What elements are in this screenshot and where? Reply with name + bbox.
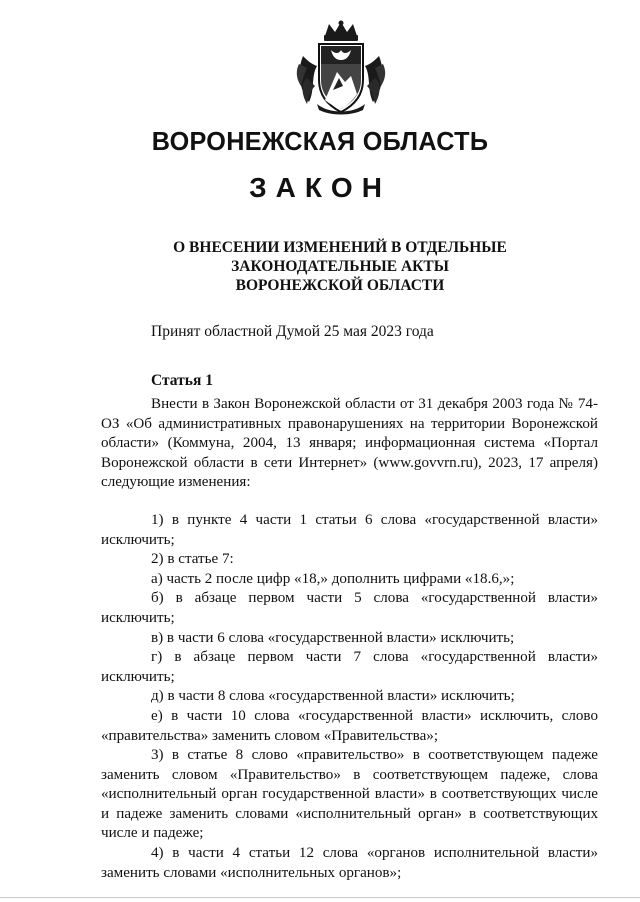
list-item: а) часть 2 после цифр «18,» дополнить цифрами «18.6,»;	[151, 570, 515, 587]
coat-of-arms-emblem-icon	[295, 20, 387, 116]
article-body	[101, 395, 598, 883]
page-edge-divider	[0, 897, 640, 898]
list-item: г) в абзаце первом части 7 слова «государственной власти» исключить;	[101, 649, 598, 685]
list-item: в) в части 6 слова «государственной власти» исключить;	[151, 629, 515, 646]
list-item: 4) в части 4 статьи 12 слова «органов исполнительной власти» заменить словами «исполнительных органов»;	[101, 845, 598, 881]
adoption-date: Принят областной Думой 25 мая 2023 года	[151, 323, 434, 340]
law-title-line: ЗАКОНОДАТЕЛЬНЫЕ АКТЫ	[231, 258, 449, 275]
list-item: е) в части 10 слова «государственной власти» исключить, слово «правительства» заменить словом «Правительства»;	[101, 707, 598, 744]
list-item: 2) в статье 7:	[151, 551, 234, 568]
article-intro: Внести в Закон Воронежской области от 31 декабря 2003 года № 74-ОЗ «Об административных правонарушениях на территории Воронежской области» (Коммуна, 2004, 13 января; информационная система «Портал Воронежской области в сети Интернет» (www.govvrn.ru), 2023, 17 апреля) следующие изменения:	[101, 396, 598, 491]
document-type: ЗАКОН	[249, 172, 391, 203]
list-item: 3) в статье 8 слово «правительство» в соответствующем падеже заменить словом «Правительство» в соответствующем падеже, слова «исполнительный орган государственной власти» в соответствующих числе и падеже заменить словами «исполнительный орган» в соответствующих числе и падеже;	[101, 747, 598, 842]
region-name: ВОРОНЕЖСКАЯ ОБЛАСТЬ	[151, 126, 489, 156]
list-item: б) в абзаце первом части 5 слова «государственной власти» исключить;	[101, 590, 598, 626]
article-heading: Статья 1	[151, 372, 213, 389]
law-title-line: ВОРОНЕЖСКОЙ ОБЛАСТИ	[235, 277, 445, 294]
law-title-line: О ВНЕСЕНИИ ИЗМЕНЕНИЙ В ОТДЕЛЬНЫЕ	[173, 239, 507, 256]
list-item: д) в части 8 слова «государственной власти» исключить;	[151, 688, 515, 705]
list-item: 1) в пункте 4 части 1 статьи 6 слова «государственной власти» исключить;	[101, 511, 598, 548]
law-title	[0, 238, 640, 295]
